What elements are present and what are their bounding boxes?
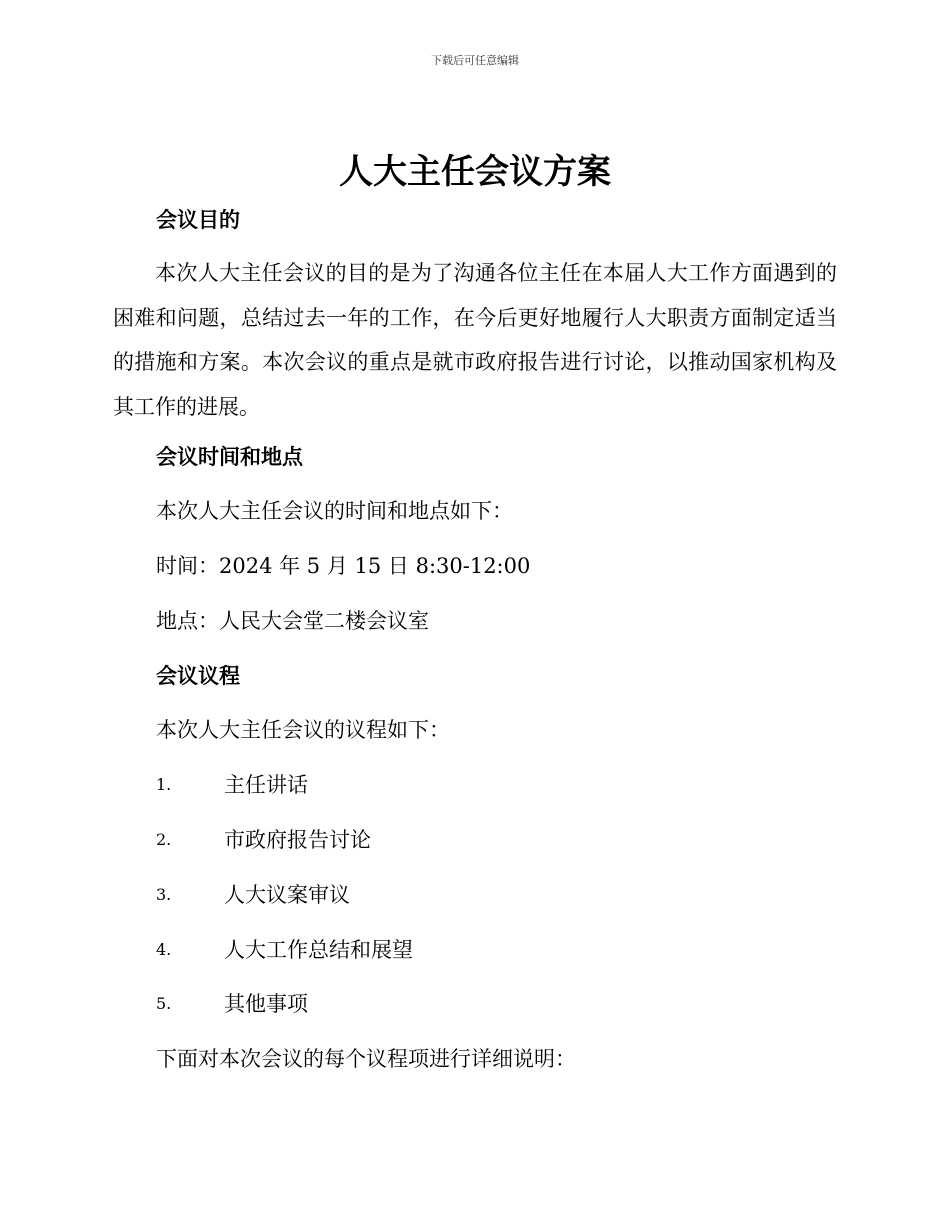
document-title: 人大主任会议方案: [339, 152, 611, 192]
agenda-item-text: 主任讲话: [224, 773, 308, 797]
time-place-intro: 本次人大主任会议的时间和地点如下：: [156, 499, 513, 523]
agenda-item: [156, 881, 656, 909]
agenda-item: [156, 826, 656, 854]
meeting-place: 地点：人民大会堂二楼会议室: [156, 609, 429, 633]
section-heading-agenda: 会议议程: [156, 664, 240, 688]
agenda-item-number: 5.: [156, 994, 172, 1013]
agenda-outro: 下面对本次会议的每个议程项进行详细说明：: [156, 1047, 576, 1071]
agenda-item-number: 2.: [156, 830, 172, 849]
agenda-item-number: 4.: [156, 940, 172, 959]
meeting-time: 时间：2024 年 5 月 15 日 8:30-12:00: [156, 554, 531, 578]
agenda-item-text: 市政府报告讨论: [224, 828, 371, 852]
agenda-item-text: 其他事项: [224, 992, 308, 1016]
agenda-item: [156, 990, 656, 1018]
agenda-item-text: 人大工作总结和展望: [224, 938, 413, 962]
agenda-item: [156, 936, 656, 964]
agenda-intro: 本次人大主任会议的议程如下：: [156, 718, 450, 742]
section-heading-purpose: 会议目的: [156, 208, 240, 232]
section-heading-time-place: 会议时间和地点: [156, 445, 303, 469]
agenda-item-text: 人大议案审议: [224, 883, 350, 907]
page-header: 下载后可任意编辑: [431, 54, 519, 67]
agenda-item-number: 1.: [156, 775, 172, 794]
agenda-item: [156, 771, 656, 799]
agenda-item-number: 3.: [156, 885, 172, 904]
purpose-paragraph: 本次人大主任会议的目的是为了沟通各位主任在本届人大工作方面遇到的困难和问题，总结过去一年的工作，在今后更好地履行人大职责方面制定适当的措施和方案。本次会议的重点是就市政府报告进行讨论，以推动国家机构及其工作的进展。: [113, 261, 837, 419]
